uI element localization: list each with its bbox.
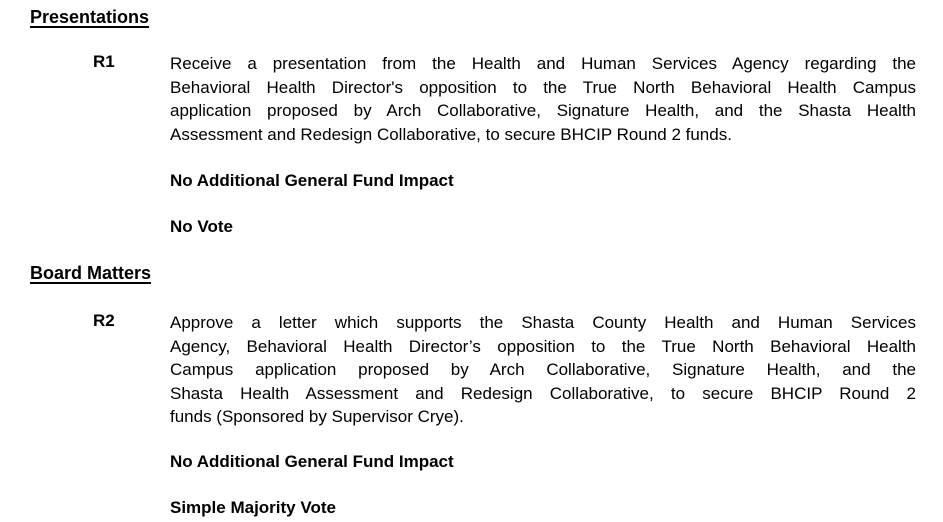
vote-requirement-r1: No Vote xyxy=(170,217,233,236)
fund-impact-note-r1: No Additional General Fund Impact xyxy=(170,171,454,190)
body-line: Campus application proposed by Arch Collaborative, Signature Health, and the xyxy=(170,360,916,379)
body-line: Agency, Behavioral Health Director’s opposition to the True North Behavioral Health xyxy=(170,336,916,356)
item-body-r1 xyxy=(170,52,916,146)
body-line: Assessment and Redesign Collaborative, to secure BHCIP Round 2 funds. xyxy=(170,124,732,144)
section-heading-board-matters: Board Matters xyxy=(30,263,152,283)
body-line: funds (Sponsored by Supervisor Crye). xyxy=(170,407,464,426)
item-body-r2 xyxy=(170,311,916,429)
body-line: application proposed by Arch Collaborative, Signature Health, and the Shasta Health xyxy=(170,101,916,120)
item-code-r1: R1 xyxy=(93,52,115,71)
body-line: Behavioral Health Director's opposition to the True North Behavioral Health Campus xyxy=(170,77,916,97)
section-heading-presentations: Presentations xyxy=(30,7,150,27)
vote-requirement-r2: Simple Majority Vote xyxy=(170,498,336,517)
body-line: Approve a letter which supports the Shasta County Health and Human Services xyxy=(170,313,916,332)
fund-impact-note-r2: No Additional General Fund Impact xyxy=(170,452,454,471)
body-line: Shasta Health Assessment and Redesign Collaborative, to secure BHCIP Round 2 xyxy=(170,383,916,403)
item-code-r2: R2 xyxy=(93,311,115,330)
body-line: Receive a presentation from the Health and Human Services Agency regarding the xyxy=(170,54,916,73)
